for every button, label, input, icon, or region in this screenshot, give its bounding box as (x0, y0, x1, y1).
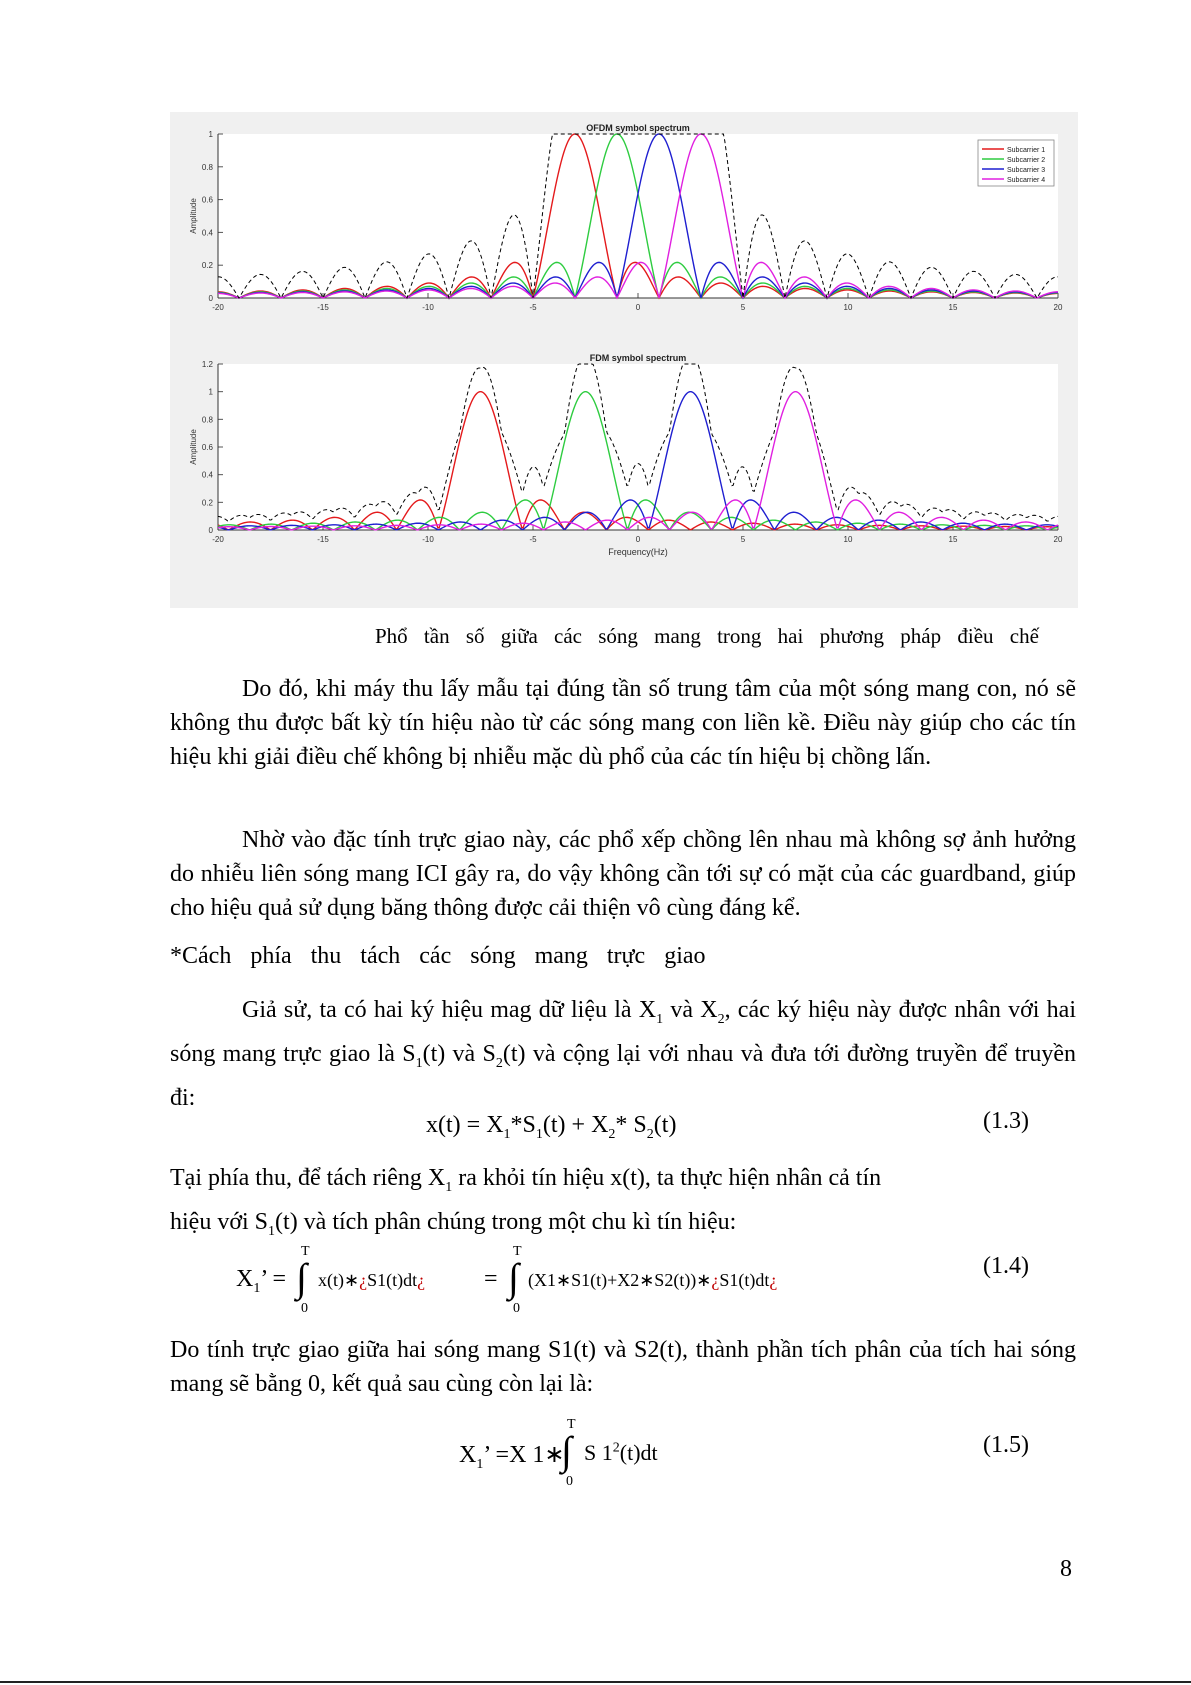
y-axis-label: Amplitude (189, 198, 198, 234)
eq15-sup2: 2 (612, 1440, 620, 1456)
eq14-lhs: X (236, 1266, 254, 1292)
eq14-upper-1: T (301, 1244, 310, 1259)
x-axis-label: Frequency(Hz) (608, 547, 668, 557)
eq15-lhs: X (459, 1442, 477, 1468)
x-tick-label: -15 (317, 535, 329, 544)
p4-text-d: (t) và tích phân chúng trong một chu kì tín hiệu: (275, 1208, 737, 1235)
eq14-q4: ¿ (769, 1270, 778, 1290)
y-tick-label: 0.6 (201, 443, 213, 452)
footer-line (0, 1681, 1191, 1683)
x-tick-label: 10 (843, 303, 853, 312)
x-tick-label: -20 (212, 535, 224, 544)
x-tick-label: -5 (529, 535, 537, 544)
spectrum-figure-svg (170, 112, 1078, 608)
p3-text-b: và X (663, 997, 718, 1023)
eq14-lower-2: 0 (513, 1301, 520, 1316)
x-tick-label: 5 (740, 535, 746, 544)
sub-2b: 2 (495, 1055, 503, 1071)
eq13-d: * S (615, 1112, 647, 1138)
eq13-c: (t) + X (542, 1112, 609, 1138)
p4-sub1b: 1 (268, 1223, 276, 1239)
x-tick-label: -10 (422, 303, 434, 312)
p4-text-c: hiệu với S (170, 1208, 269, 1235)
eq14-q2: ¿ (417, 1270, 426, 1290)
legend-entry-4: Subcarrier 4 (1007, 177, 1046, 184)
eq14-equals: = (484, 1266, 498, 1292)
x-tick-label: -20 (212, 303, 224, 312)
y-tick-label: 1 (208, 130, 213, 139)
eq13-e: (t) (653, 1112, 677, 1138)
p4-sub1: 1 (445, 1179, 453, 1195)
paragraph-2: Nhờ vào đặc tính trực giao này, các phổ xếp chồng lên nhau mà không sợ ảnh hưởng do nhiễu liên sóng mang ICI gây ra, do vậy không cần tới sự có mặt của các guardband, giúp cho hiệu quả sử dụng băng thông được cải thiện vô cùng đáng kể. (170, 827, 1076, 921)
p4-text-a: Tại phía thu, để tách riêng X (170, 1165, 446, 1191)
eq13-sub1b: 1 (535, 1126, 543, 1142)
paragraph-4 (170, 1161, 970, 1249)
x-tick-label: 20 (1053, 303, 1063, 312)
eq14-integrand-1 (318, 1270, 425, 1291)
legend-entry-3: Subcarrier 3 (1007, 167, 1046, 174)
eq13-sub2b: 2 (646, 1126, 654, 1142)
p3-text-e: (t) và cộng lại với nhau và đưa tới đường truyền để truyền đi: (170, 1040, 1076, 1111)
x-tick-label: -10 (422, 535, 434, 544)
y-tick-label: 1 (208, 387, 213, 397)
paragraph-5: Do tính trực giao giữa hai sóng mang S1(t) và S2(t), thành phần tích phân của tích hai sóng mang sẽ bằng 0, kết quả sau cùng còn lại là: (170, 1337, 1076, 1397)
equation-1-3 (426, 1112, 676, 1143)
eq15-lower: 0 (566, 1474, 573, 1489)
y-axis-label: Amplitude (189, 429, 198, 465)
eq15-lhs2: ’ =X 1∗ (483, 1442, 565, 1468)
y-tick-label: 0 (208, 526, 213, 535)
eq15-sub1: 1 (476, 1456, 484, 1472)
y-tick-label: 0 (208, 294, 213, 303)
eq14-lower-1: 0 (301, 1301, 308, 1316)
equation-1-5 (459, 1440, 565, 1473)
eq14-int2: (X1∗S1(t)+X2∗S2(t))∗ (528, 1270, 712, 1290)
eq14-int2b: S1(t)dt (719, 1270, 770, 1290)
page-number: 8 (1060, 1556, 1072, 1582)
eq14-int1: x(t)∗ (318, 1270, 360, 1290)
eq15-rhs2: (t)dt (619, 1440, 658, 1465)
y-tick-label: 0.4 (201, 470, 213, 480)
equation-number-1-3: (1.3) (983, 1108, 1029, 1134)
plot-area (218, 134, 1058, 298)
equation-number-1-4: (1.4) (983, 1253, 1029, 1279)
eq15-integrand (584, 1440, 658, 1466)
eq14-q3: ¿ (711, 1270, 720, 1290)
eq13-sub1: 1 (503, 1126, 511, 1142)
integral-sign-2: ∫ (508, 1255, 519, 1300)
y-tick-label: 0.4 (201, 228, 213, 238)
section-heading: *Cách phía thu tách các sóng mang trực giao (170, 943, 706, 969)
eq15-upper: T (567, 1417, 576, 1432)
x-tick-label: 15 (948, 535, 958, 544)
y-tick-label: 0.8 (201, 162, 213, 172)
p4-text-b: ra khỏi tín hiệu x(t), ta thực hiện nhân cả tín (452, 1165, 882, 1191)
p3-text-c: , các ký hiệu này được nhân với hai sóng mang trực giao là S (170, 997, 1077, 1067)
p3-text-d: (t) và S (422, 1040, 496, 1067)
paragraph-1: Do đó, khi máy thu lấy mẫu tại đúng tần số trung tâm của một sóng mang con, nó sẽ không thu được bất kỳ tín hiệu nào từ các sóng mang con liền kề. Điều này giúp cho các tín hiệu khi giải điều chế không bị nhiễu mặc dù phổ của các tín hiệu bị chồng lấn. (170, 676, 1076, 770)
equation-number-1-5: (1.5) (983, 1432, 1029, 1458)
eq13-a: x(t) = X (426, 1112, 504, 1138)
eq14-upper-2: T (513, 1244, 522, 1259)
x-tick-label: 0 (635, 303, 641, 312)
integral-sign-1: ∫ (296, 1255, 307, 1300)
x-tick-label: 0 (635, 535, 641, 544)
sub-2: 2 (717, 1011, 725, 1027)
eq14-int1b: S1(t)dt (367, 1270, 418, 1290)
x-tick-label: 5 (740, 303, 746, 312)
p3-text-a: Giả sử, ta có hai ký hiệu mag dữ liệu là X (242, 997, 657, 1023)
y-tick-label: 1.2 (201, 360, 213, 369)
legend-entry-1: Subcarrier 1 (1007, 147, 1046, 154)
fdm-chart (189, 353, 1063, 557)
x-tick-label: 15 (948, 303, 958, 312)
legend-entry-2: Subcarrier 2 (1007, 157, 1046, 164)
sub-1b: 1 (415, 1055, 423, 1071)
eq14-q1: ¿ (359, 1270, 368, 1290)
x-tick-label: -5 (529, 303, 537, 312)
eq13-b: *S (510, 1112, 536, 1138)
y-tick-label: 0.8 (201, 415, 213, 425)
chart-title: FDM symbol spectrum (589, 353, 687, 363)
eq15-rhs: S 1 (584, 1440, 613, 1465)
equation-1-4 (236, 1266, 286, 1297)
eq14-sub1: 1 (253, 1280, 261, 1296)
paragraph-3 (170, 993, 1076, 1115)
y-tick-label: 0.6 (201, 195, 213, 205)
spectrum-figure (170, 112, 1078, 608)
eq14-integrand-2 (528, 1270, 777, 1291)
chart-title: OFDM symbol spectrum (586, 123, 690, 133)
x-tick-label: 10 (843, 535, 853, 544)
y-tick-label: 0.2 (201, 261, 213, 271)
integral-sign-3: ∫ (561, 1428, 572, 1473)
eq13-sub2: 2 (608, 1126, 616, 1142)
figure-caption: Phổ tần số giữa các sóng mang trong hai phương pháp điều chế (375, 624, 1039, 648)
y-tick-label: 0.2 (201, 498, 213, 508)
ofdm-chart (189, 123, 1063, 312)
x-tick-label: 20 (1053, 535, 1063, 544)
x-tick-label: -15 (317, 303, 329, 312)
sub-1: 1 (656, 1011, 664, 1027)
eq14-lhs2: ’ = (260, 1266, 287, 1292)
